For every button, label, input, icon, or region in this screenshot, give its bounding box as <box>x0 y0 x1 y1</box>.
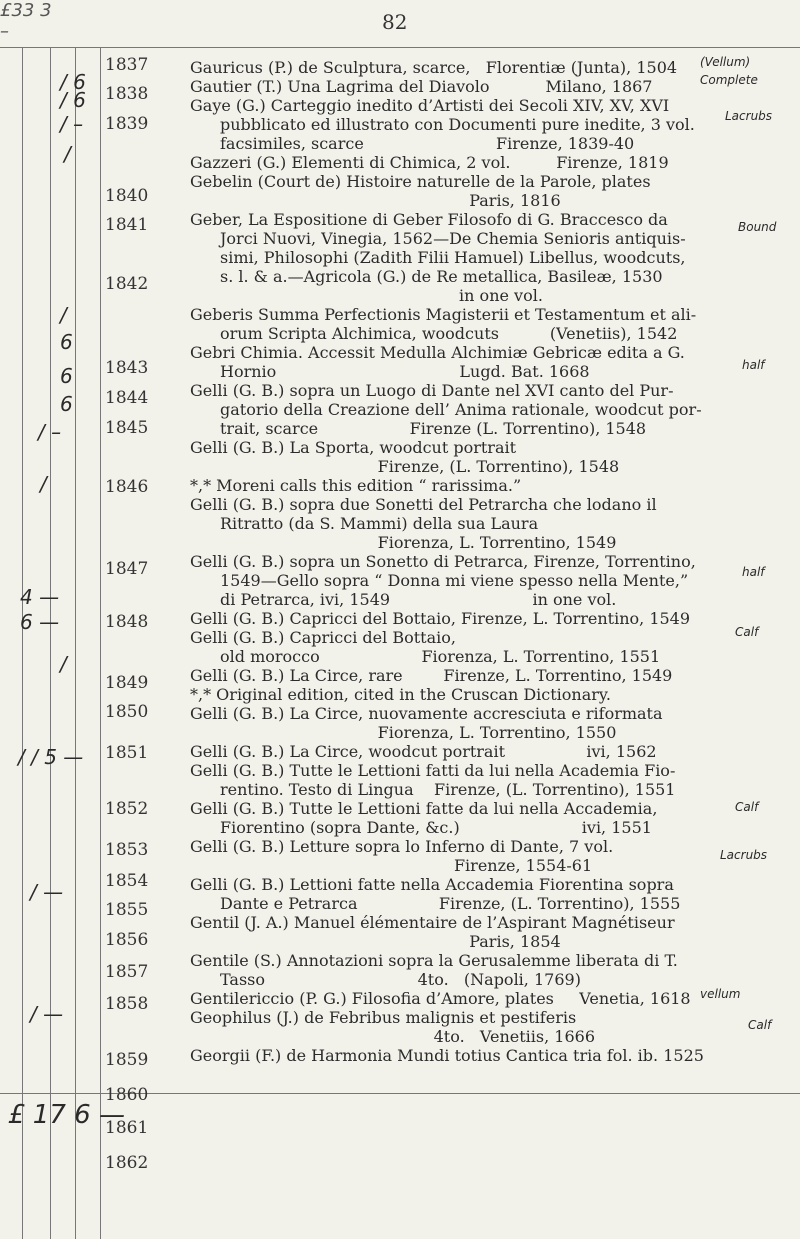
entry-title-line: Gentile (S.) Annotazioni sopra la Gerusalemme liberata di T. <box>190 951 678 970</box>
item-number: 1842 <box>105 273 149 294</box>
handwritten-binding-note: half <box>742 358 765 372</box>
entry-continuation-line: trait, scarce Firenze (L. Torrentino), 1548 <box>220 419 647 438</box>
entry-continuation-line: pubblicato ed illustrato con Documenti pure inedite, 3 vol. <box>220 115 695 134</box>
entry-continuation-line: facsimiles, scarce Firenze, 1839-40 <box>220 134 635 153</box>
item-number: 1859 <box>105 1049 149 1070</box>
item-number: 1837 <box>105 55 149 75</box>
entry-continuation-line: 1549—Gello sopra “ Donna mi viene spesso nella Mente,” <box>220 571 689 590</box>
catalogue-entry <box>190 704 765 742</box>
handwritten-binding-note: (Vellum) <box>700 55 751 69</box>
entry-continuation-line: Tasso 4to. (Napoli, 1769) <box>220 970 581 989</box>
ledger-column-rule <box>22 47 23 1239</box>
entry-title-line: Geophilus (J.) de Febribus malignis et pestiferis <box>190 1008 577 1027</box>
catalogue-entry <box>190 609 765 628</box>
entry-title-line: Gebelin (Court de) Histoire naturelle de la Parole, plates <box>190 172 651 191</box>
entry-continuation-line: di Petrarca, ivi, 1549 in one vol. <box>220 590 617 609</box>
entry-continuation-line: orum Scripta Alchimica, woodcuts (Venetiis), 1542 <box>220 324 678 343</box>
entry-continuation-line: Firenze, (L. Torrentino), 1548 <box>220 457 620 476</box>
entry-title-line: Gentilericcio (P. G.) Filosofia d’Amore, plates Venetia, 1618 <box>190 989 691 1008</box>
handwritten-binding-note: Calf <box>735 800 759 814</box>
entry-title-line: *,* Original edition, cited in the Cruscan Dictionary. <box>190 685 611 704</box>
entry-title-line: Gelli (G. B.) La Circe, nuovamente accresciuta e riformata <box>190 704 663 723</box>
handwritten-mark: / <box>60 303 67 327</box>
corner-pencil-note: £33 3 – <box>0 0 52 42</box>
catalogue-entry <box>190 951 765 989</box>
handwritten-binding-note: Lacrubs <box>720 848 768 862</box>
item-number: 1840 <box>105 185 149 206</box>
entry-title-line: Gelli (G. B.) Tutte le Lettioni fatte da lui nella Accademia, <box>190 799 658 818</box>
entry-title-line: Gelli (G. B.) sopra due Sonetti del Petrarcha che lodano il <box>190 495 657 514</box>
handwritten-mark: 6 — <box>20 610 60 634</box>
entry-title-line: Gaye (G.) Carteggio inedito d’Artisti dei Secoli XIV, XV, XVI <box>190 96 670 115</box>
ledger-column-rule <box>50 47 51 1239</box>
ledger-column-rule <box>100 47 101 1239</box>
entry-title-line: Gentil (J. A.) Manuel élémentaire de l’Aspirant Magnétiseur <box>190 913 675 932</box>
catalogue-entry <box>190 476 765 495</box>
entry-continuation-line: Ritratto (da S. Mammi) della sua Laura <box>220 514 539 533</box>
item-number: 1855 <box>105 900 149 921</box>
entry-continuation-line: Paris, 1854 <box>220 932 561 951</box>
catalogue-entry <box>190 305 765 343</box>
handwritten-mark: 4 — <box>20 585 60 609</box>
item-number: 1857 <box>105 962 149 983</box>
handwritten-binding-note: Lacrubs <box>725 109 773 123</box>
entry-continuation-line: old morocco Fiorenza, L. Torrentino, 1551 <box>220 647 661 666</box>
handwritten-binding-note: half <box>742 565 765 579</box>
handwritten-mark: 6 <box>60 392 73 416</box>
entry-title-line: *,* Moreni calls this edition “ rarissima.” <box>190 476 522 495</box>
catalogue-entry <box>190 552 765 609</box>
handwritten-mark: / – <box>38 420 62 444</box>
item-number: 1862 <box>105 1153 149 1174</box>
catalogue-entry <box>190 381 765 438</box>
catalogue-entry <box>190 628 765 666</box>
entry-title-line: Gelli (G. B.) La Sporta, woodcut portrait <box>190 438 517 457</box>
handwritten-mark: / 6 <box>60 88 86 112</box>
item-number: 1851 <box>105 743 149 764</box>
catalogue-entry <box>190 210 765 305</box>
entry-title-line: Gebri Chimia. Accessit Medulla Alchimiæ Gebricæ edita a G. <box>190 343 685 362</box>
catalogue-entry <box>190 989 765 1008</box>
entry-title-line: Gelli (G. B.) sopra un Sonetto di Petrarca, Firenze, Torrentino, <box>190 552 696 571</box>
entry-continuation-line: Jorci Nuovi, Vinegia, 1562—De Chemia Senioris antiquis- <box>220 229 686 248</box>
handwritten-mark: / <box>64 142 71 166</box>
top-rule <box>0 47 800 48</box>
handwritten-mark: / <box>40 472 47 496</box>
catalogue-entry <box>190 96 765 153</box>
entry-title-line: Geberis Summa Perfectionis Magisterii et Testamentum et ali- <box>190 305 697 324</box>
catalogue-entry <box>190 343 765 381</box>
item-number: 1847 <box>105 558 149 579</box>
entry-continuation-line: Paris, 1816 <box>220 191 561 210</box>
handwritten-binding-note: Complete <box>700 73 758 87</box>
entry-continuation-line: simi, Philosophi (Zadith Filii Hamuel) Libellus, woodcuts, <box>220 248 686 267</box>
item-number: 1852 <box>105 798 149 819</box>
catalogue-entries <box>190 58 768 1065</box>
item-number: 1850 <box>105 701 149 722</box>
catalogue-entry <box>190 666 765 685</box>
entry-title-line: Gelli (G. B.) Tutte le Lettioni fatti da lui nella Academia Fio- <box>190 761 676 780</box>
catalogue-entry <box>190 837 768 875</box>
handwritten-mark: / <box>60 652 67 676</box>
catalogue-entry <box>190 77 765 96</box>
item-number: 1860 <box>105 1085 149 1106</box>
catalogue-entry <box>190 438 765 476</box>
item-number: 1861 <box>105 1117 149 1138</box>
entry-title-line: Georgii (F.) de Harmonia Mundi totius Cantica tria fol. ib. 1525 <box>190 1046 704 1065</box>
handwritten-mark: / — <box>30 1002 64 1026</box>
item-number: 1849 <box>105 672 149 693</box>
catalogue-entry <box>190 799 765 837</box>
entry-title-line: Gelli (G. B.) Capricci del Bottaio, Firenze, L. Torrentino, 1549 <box>190 609 691 628</box>
ledger-column-rule <box>75 47 76 1239</box>
page-number: 82 <box>382 10 408 34</box>
entry-title-line: Gelli (G. B.) Capricci del Bottaio, <box>190 628 456 647</box>
item-number: 1841 <box>105 215 149 236</box>
item-number: 1839 <box>105 113 149 134</box>
handwritten-binding-note: Bound <box>738 220 777 234</box>
catalogue-entry <box>190 742 765 761</box>
handwritten-total: £ 17 6 — <box>8 1100 125 1130</box>
entry-title-line: Gelli (G. B.) sopra un Luogo di Dante nel XVI canto del Pur- <box>190 381 674 400</box>
item-number: 1845 <box>105 418 149 439</box>
catalogue-entry <box>190 1008 765 1046</box>
catalogue-entry <box>190 495 765 552</box>
catalogue-entry <box>190 875 765 913</box>
catalogue-entry <box>190 761 765 799</box>
item-number: 1848 <box>105 612 149 633</box>
entry-title-line: Gelli (G. B.) Letture sopra lo Inferno di Dante, 7 vol. <box>190 837 614 856</box>
catalogue-entry <box>190 685 765 704</box>
item-number: 1838 <box>105 84 149 105</box>
catalogue-entry <box>190 58 765 77</box>
catalogue-entry <box>190 172 765 210</box>
entry-continuation-line: Hornio Lugd. Bat. 1668 <box>220 362 590 381</box>
entry-title-line: Gelli (G. B.) La Circe, rare Firenze, L. Torrentino, 1549 <box>190 666 673 685</box>
entry-continuation-line: Fiorenza, L. Torrentino, 1549 <box>220 533 617 552</box>
entry-title-line: Gautier (T.) Una Lagrima del Diavolo Milano, 1867 <box>190 77 653 96</box>
item-number: 1843 <box>105 358 149 379</box>
entry-continuation-line: Fiorentino (sopra Dante, &c.) ivi, 1551 <box>220 818 652 837</box>
handwritten-mark: / / 5 — <box>18 745 84 769</box>
entry-title-line: Gelli (G. B.) La Circe, woodcut portrait ivi, 1562 <box>190 742 657 761</box>
handwritten-binding-note: Calf <box>748 1018 772 1032</box>
entry-continuation-line: rentino. Testo di Lingua Firenze, (L. Torrentino), 1551 <box>220 780 676 799</box>
handwritten-binding-note: vellum <box>700 987 741 1001</box>
entry-title-line: Gazzeri (G.) Elementi di Chimica, 2 vol. Firenze, 1819 <box>190 153 669 172</box>
entry-title-line: Geber, La Espositione di Geber Filosofo di G. Braccesco da <box>190 210 668 229</box>
handwritten-mark: 6 <box>60 364 73 388</box>
catalogue-entry <box>190 1046 765 1065</box>
handwritten-binding-note: Calf <box>735 625 759 639</box>
entry-continuation-line: 4to. Venetiis, 1666 <box>220 1027 596 1046</box>
handwritten-mark: / – <box>60 112 84 136</box>
handwritten-mark: 6 <box>60 330 73 354</box>
entry-continuation-line: s. l. & a.—Agricola (G.) de Re metallica, Basileæ, 1530 <box>220 267 663 286</box>
item-number: 1858 <box>105 994 149 1015</box>
item-number: 1846 <box>105 476 149 497</box>
item-number: 1844 <box>105 387 149 408</box>
item-number: 1856 <box>105 929 149 950</box>
entry-continuation-line: Firenze, 1554-61 <box>220 856 593 875</box>
item-number: 1854 <box>105 871 149 892</box>
handwritten-mark: / 6 <box>60 70 86 94</box>
entry-continuation-line: gatorio della Creazione dell’ Anima rationale, woodcut por- <box>220 400 702 419</box>
catalogue-entry <box>190 153 765 172</box>
handwritten-mark: / — <box>30 880 64 904</box>
entry-continuation-line: in one vol. <box>220 286 543 305</box>
catalogue-entry <box>190 913 765 951</box>
entry-title-line: Gelli (G. B.) Lettioni fatte nella Accademia Fiorentina sopra <box>190 875 674 894</box>
entry-continuation-line: Dante e Petrarca Firenze, (L. Torrentino), 1555 <box>220 894 681 913</box>
entry-continuation-line: Fiorenza, L. Torrentino, 1550 <box>220 723 617 742</box>
entry-title-line: Gauricus (P.) de Sculptura, scarce, Florentiæ (Junta), 1504 <box>190 58 678 77</box>
item-number: 1853 <box>105 840 149 861</box>
